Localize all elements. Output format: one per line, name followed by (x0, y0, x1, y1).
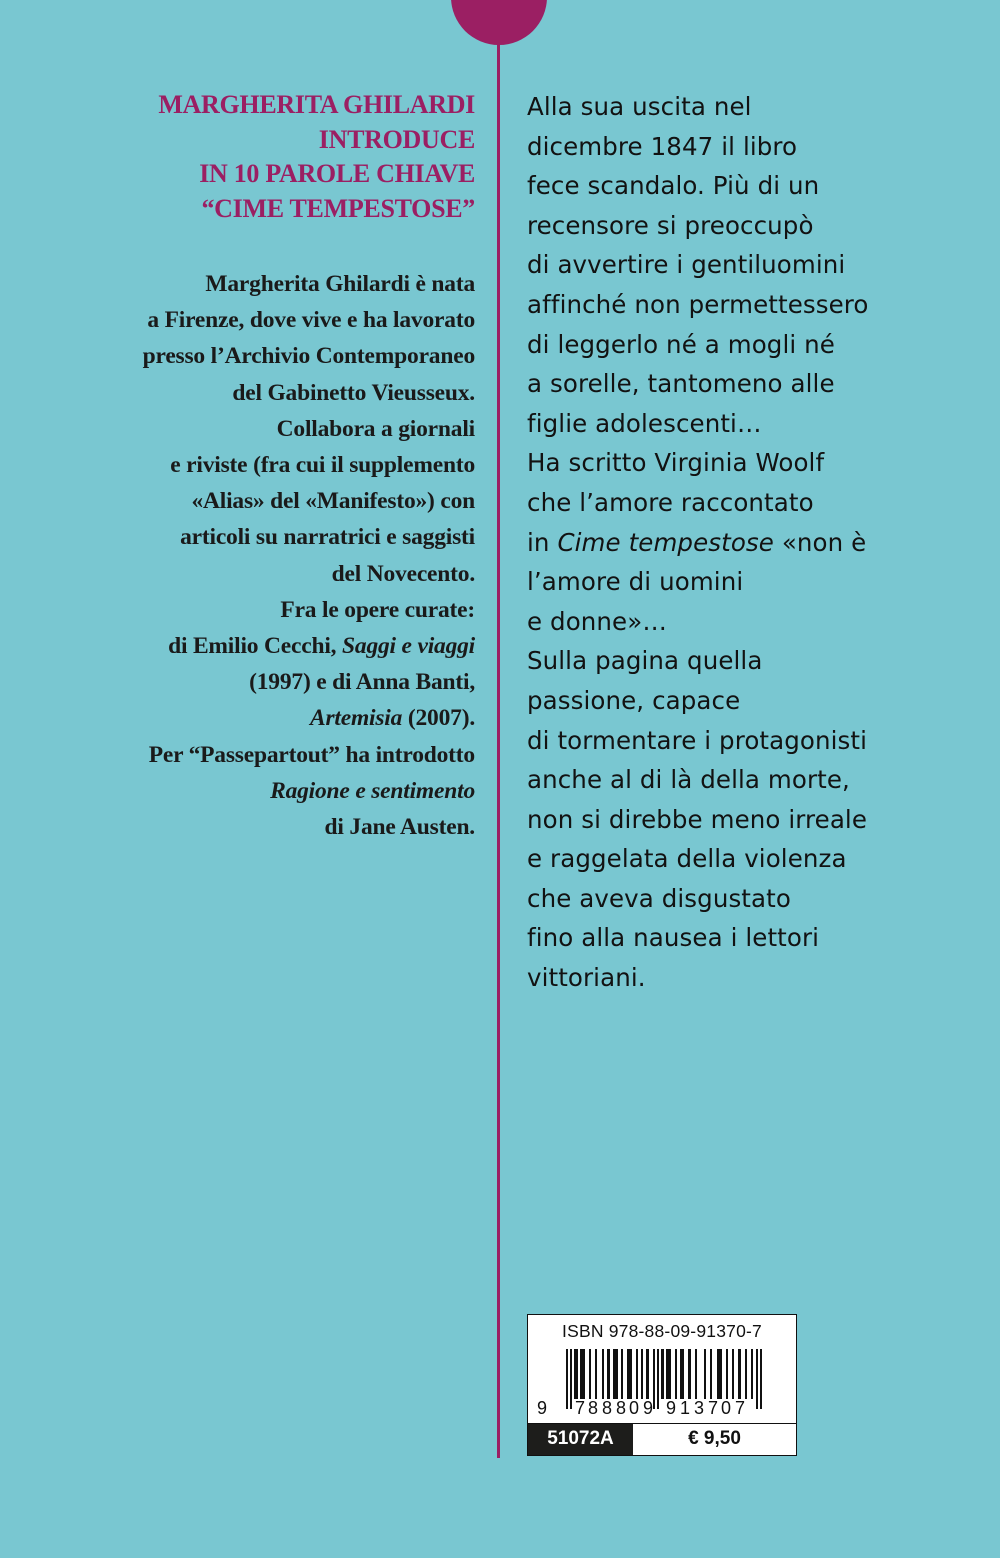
blurb-line: figlie adolescenti… (527, 408, 762, 438)
barcode-digit: 8 (616, 1398, 627, 1418)
barcode-digit: 0 (629, 1398, 640, 1418)
blurb-text: in (527, 527, 558, 557)
bio-line: Margherita Ghilardi è nata (205, 271, 475, 297)
decorative-circle (451, 0, 547, 45)
bio-line (35, 628, 475, 664)
blurb-line: l’amore di uomini (527, 567, 744, 597)
barcode-digit: 7 (735, 1398, 746, 1418)
author-bio (35, 266, 475, 845)
bio-text: (2007). (402, 705, 475, 732)
bio-line: (1997) e di Anna Banti, (249, 669, 475, 696)
bio-line: di Jane Austen. (324, 814, 475, 841)
blurb-line (527, 523, 997, 563)
blurb-line: e donne»… (527, 606, 667, 636)
book-blurb (527, 87, 997, 998)
bio-line (35, 700, 475, 736)
barcode-digit: 9 (643, 1398, 654, 1418)
heading-line: INTRODUCE (318, 124, 475, 154)
blurb-text: «non è (773, 527, 867, 557)
barcode-digit: 3 (694, 1398, 705, 1418)
bio-line: articoli su narratrici e saggisti (180, 524, 475, 551)
blurb-line: dicembre 1847 il libro (527, 131, 798, 161)
barcode-digit: 7 (708, 1398, 719, 1418)
book-title-ragione-e-sentimento: Ragione e sentimento (270, 777, 475, 804)
blurb-line: che aveva disgustato (527, 883, 791, 913)
blurb-line: passione, capace (527, 685, 741, 715)
bio-line: del Gabinetto Vieusseux. (232, 379, 475, 406)
bio-line: «Alias» del «Manifesto») con (191, 488, 475, 515)
book-title-cime-tempestose: Cime tempestose (557, 527, 774, 557)
heading-line: IN 10 PAROLE CHIAVE (199, 159, 475, 188)
barcode-digit: 0 (721, 1398, 732, 1418)
blurb-line: anche al di là della morte, (527, 765, 850, 795)
blurb-line: fino alla nausea i lettori (527, 923, 820, 953)
bio-text: di Emilio Cecchi, (168, 633, 343, 660)
bio-line: Fra le opere curate: (280, 596, 475, 623)
barcode-digit: 8 (602, 1398, 613, 1418)
bio-line: a Firenze, dove vive e ha lavorato (147, 307, 475, 334)
blurb-line: di leggerlo né a mogli né (527, 329, 835, 359)
heading-line: “CIME TEMPESTOSE” (201, 193, 475, 223)
barcode-digits (528, 1398, 796, 1420)
barcode-digit: 7 (575, 1398, 586, 1418)
intro-heading (55, 88, 475, 226)
barcode-digit: 8 (588, 1398, 599, 1418)
blurb-line: di avvertire i gentiluomini (527, 250, 846, 280)
bio-line: Collabora a giornali (276, 415, 475, 442)
barcode-digit: 9 (537, 1398, 548, 1418)
price: € 9,50 (688, 1428, 741, 1449)
bio-line: del Novecento. (331, 560, 475, 587)
book-title-saggi-e-viaggi: Saggi e viaggi (342, 633, 475, 660)
blurb-line: Alla sua uscita nel (527, 92, 752, 121)
heading-line: MARGHERITA GHILARDI (158, 90, 475, 119)
blurb-line: recensore si preoccupò (527, 210, 814, 240)
vertical-divider-line (497, 40, 500, 1458)
barcode-label (527, 1314, 797, 1456)
blurb-line: vittoriani. (527, 963, 646, 993)
blurb-line: di tormentare i protagonisti (527, 725, 868, 755)
bio-line: presso l’Archivio Contemporaneo (142, 343, 475, 370)
blurb-line: affinché non permettessero (527, 289, 869, 319)
blurb-line: a sorelle, tantomeno alle (527, 369, 835, 399)
barcode-digit: 1 (680, 1398, 691, 1418)
isbn-text: ISBN 978-88-09-91370-7 (562, 1321, 762, 1341)
blurb-line: Sulla pagina quella (527, 646, 763, 676)
blurb-line: Ha scritto Virginia Woolf (527, 448, 825, 478)
blurb-line: e raggelata della violenza (527, 844, 847, 874)
bio-line: e riviste (fra cui il supplemento (170, 452, 475, 479)
bio-line (35, 773, 475, 809)
barcode-footer (528, 1423, 796, 1455)
bio-line: Per “Passepartout” ha introdotto (148, 741, 475, 768)
barcode-digit: 9 (666, 1398, 677, 1418)
product-code: 51072A (528, 1424, 633, 1455)
blurb-line: non si direbbe meno irreale (527, 804, 868, 834)
book-title-artemisia: Artemisia (309, 705, 403, 732)
blurb-line: che l’amore raccontato (527, 487, 814, 517)
blurb-line: fece scandalo. Più di un (527, 171, 820, 201)
